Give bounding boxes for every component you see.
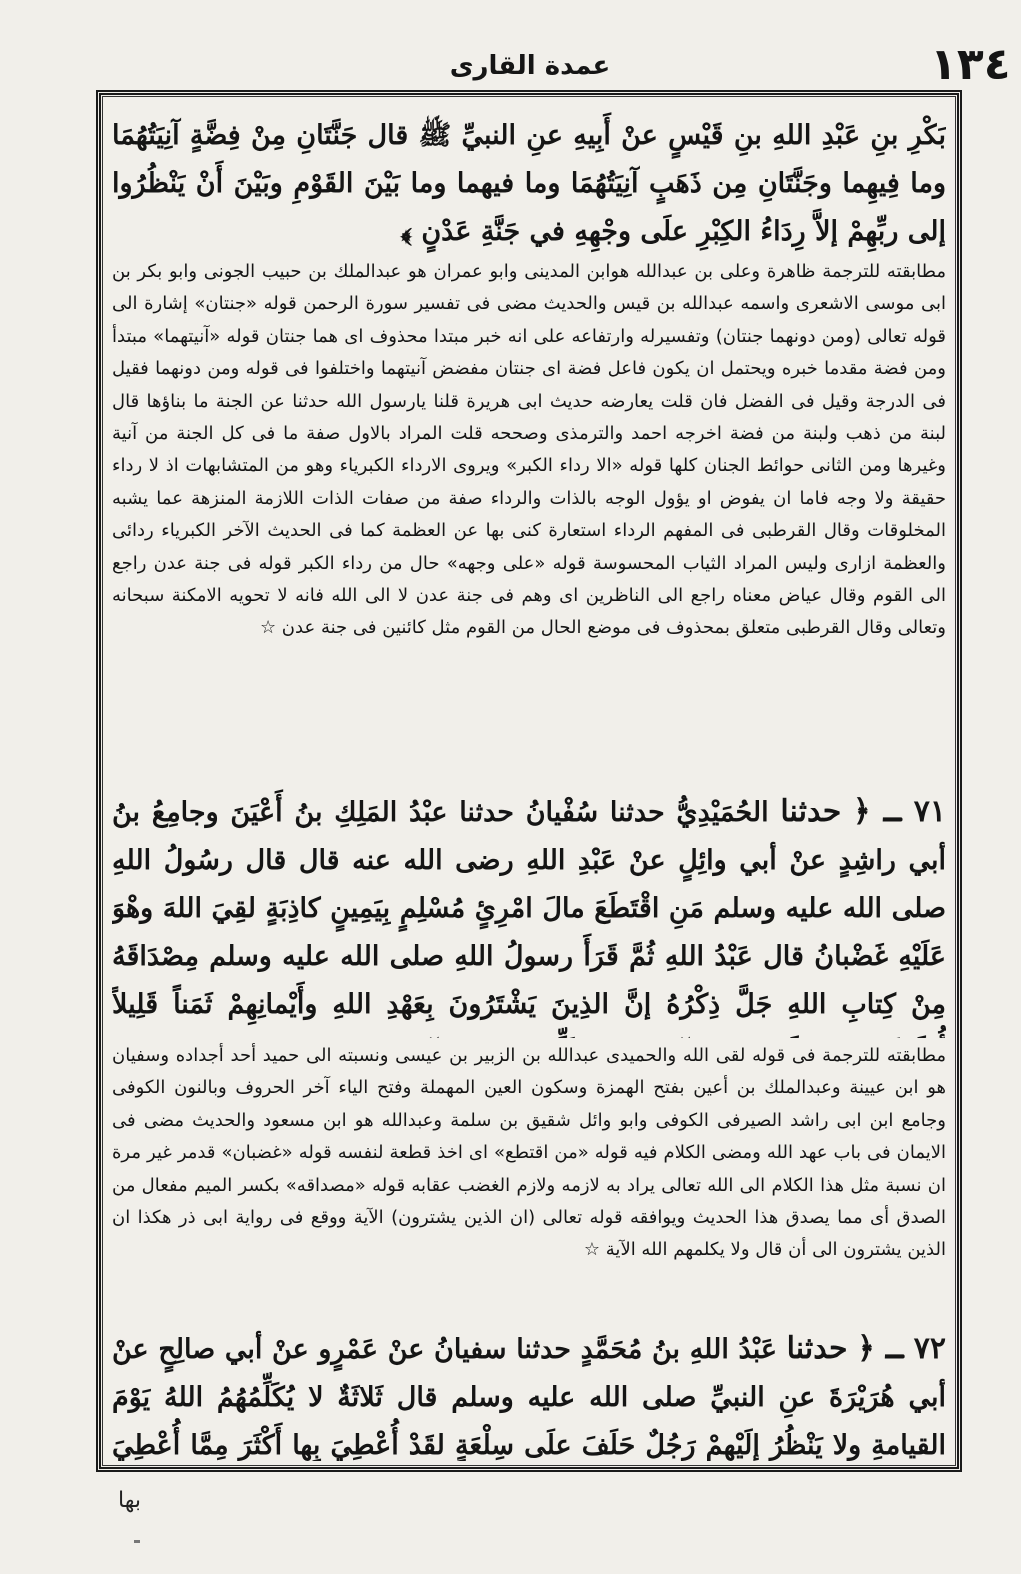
- hadith-opening: حدثنا: [786, 1331, 848, 1366]
- page-content: [112, 100, 946, 1462]
- commentary-text: مطابقته للترجمة فى قوله لقى الله والحميدى عبدالله بن الزبير بن عيسى ونسبته الى حميد أحد أجداده وسفيان هو ابن عيينة وعبدالملك بن أعين بفتح الهمزة وسكون العين المهملة وفتح الياء آخر الحروف وبالنون الكوفى وجامع ابن ابى راشد الصيرفى الكوفى وابو وائل شقيق بن سلمة وعبدالله هو ابن مسعود والحديث مضى فى الايمان فى باب عهد الله ومضى الكلام فيه قوله «من اقتطع» اى اخذ قطعة لنفسه قوله «غضبان» قدمر غير مرة ان نسبة مثل هذا الكلام الى الله تعالى يراد به لازمه ولازم الغضب عقابه قوله «مصداقه» بكسر الميم مفعال من الصدق أى مما يصدق هذا الحديث ويوافقه قوله تعالى (ان الذين يشترون) الآية ووقع فى رواية ابى ذر هكذا ان الذين يشترون الى أن قال ولا يكلمهم الله الآية ☆: [112, 1045, 946, 1261]
- page-number: ١٣٤: [930, 39, 1011, 90]
- hadith-71: [112, 788, 946, 1038]
- hadith-72: [112, 1325, 946, 1461]
- hadith-text: بَكْرِ بنِ عَبْدِ اللهِ بنِ قَيْسٍ عنْ أَبِيهِ عنِ النبيِّ ﷺ قال جَنَّتَانِ مِنْ فِضَّةٍ آنِيَتُهُمَا وما فِيهِما وجَنَّتَانِ مِن ذَهَبٍ آنِيَتُهُمَا وما فيهما وما بَيْنَ القَوْمِ وبَيْنَ أَنْ يَنْظُرُوا إلى ربِّهِمْ إلاَّ رِدَاءُ الكِبْرِ علَى وجْهِهِ في جَنَّةِ عَدْنٍ ﴾: [112, 120, 946, 247]
- hadith-opening: حدثنا: [780, 794, 842, 829]
- hadith-number: ٧٢ ـ ﴿: [857, 1331, 946, 1366]
- hadith-continuation: [112, 112, 946, 257]
- hadith-72-text: [112, 1325, 946, 1461]
- hadith-number: ٧١ ـ ﴿: [853, 794, 946, 829]
- page-header: [95, 39, 1011, 90]
- commentary-block: [112, 256, 946, 786]
- footnote-mark: بها: [118, 1488, 141, 1513]
- hadith-body: الحُمَيْدِيُّ حدثنا سُفْيانُ حدثنا عبْدُ المَلِكِ بنُ أَعْيَنَ وجامِعُ بنُ أبي راشِدٍ عنْ أبي وائِلٍ عنْ عَبْدِ اللهِ رضى الله عنه قال قال رسُولُ اللهِ صلى الله عليه وسلم مَنِ اقْتَطَعَ مالَ امْرِئٍ مُسْلِمٍ بِيَمِينٍ كاذِبَةٍ لقِيَ اللهَ وهْوَ عَلَيْهِ غَضْبانُ قال عَبْدُ اللهِ ثُمَّ قَرَأَ رسولُ اللهِ صلى الله عليه وسلم مِصْدَاقَهُ مِنْ كِتابِ اللهِ جَلَّ ذِكْرُهُ إنَّ الذِينَ يَشْتَرُونَ بِعَهْدِ اللهِ وأَيْمانِهِمْ ثَمَناً قَلِيلاً: [112, 797, 946, 1020]
- hadith-71-text: [112, 788, 946, 1038]
- scan-speck: [134, 1540, 140, 1543]
- commentary-block: [112, 1040, 946, 1320]
- hadith-body: عَبْدُ اللهِ بنُ مُحَمَّدٍ حدثنا سفيانُ عنْ عَمْرٍو عنْ أبي صالِحٍ عنْ أبي هُرَيْرَةَ عنِ النبيِّ صلى الله عليه وسلم قال ثَلاثَةٌ لا يُكَلِّمُهُمُ اللهُ يَوْمَ القيامةِ ولا يَنْظُرُ إلَيْهِمْ رَجُلٌ حَلَفَ علَى سِلْعَةٍ لقَدْ أُعْطِيَ بِها أَكْثَرَ مِمَّا أُعْطِيَ: [112, 1334, 946, 1461]
- running-title: عمدة القارى: [449, 51, 611, 81]
- commentary-text: مطابقته للترجمة ظاهرة وعلى بن عبدالله هوابن المدينى وابو عمران هو عبدالملك بن حبيب الجونى وابو بكر بن ابى موسى الاشعرى واسمه عبدالله بن قيس والحديث مضى فى تفسير سورة الرحمن قوله «جنتان» إشارة الى قوله تعالى (ومن دونهما جنتان) وتفسيرله وارتفاعه على انه خبر مبتدا محذوف اى هما جنتان قوله «آنيتهما» مبتدأ ومن فضة مقدما خبره ويحتمل ان يكون فاعل فضة اى جنتان مفضض آنيتهما واختلفوا فى قوله ومن دونهما فقيل فى الدرجة وقيل فى الفضل فان قلت يعارضه حديث ابى هريرة قلنا يارسول الله حدثنا عن الجنة ما بناؤها قال لبنة من ذهب ولبنة من فضة اخرجه احمد والترمذى وصححه قلت المراد بالاول صفة ما فى كل الجنة من آنية وغيرها ومن الثانى حوائط الجنان كلها قوله «الا رداء الكبر» ويروى الارداء الكبرياء وهو من المتشابهات اذ لا رداء حقيقة ولا وجه فاما ان يفوض او يؤول الوجه بالذات والرداء صفة من صفات الذات اللازمة المنزهة عما يشبه المخلوقات وقال القرطبى فى المفهم الرداء استعارة كنى بها عن العظمة كما فى الحديث الآخر الكبرياء ردائى والعظمة ازارى وليس المراد الثياب المحسوسة قوله «على وجهه» حال من رداء الكبر قوله فى جنة عدن راجع الى القوم وقال عياض معناه راجع الى الناظرين اى وهم فى جنة عدن لا الى الله فانه لا تحويه الامكنة سبحانه وتعالى وقال القرطبى متعلق بمحذوف فى موضع الحال من القوم مثل كائنين فى جنة عدن ☆: [112, 261, 946, 639]
